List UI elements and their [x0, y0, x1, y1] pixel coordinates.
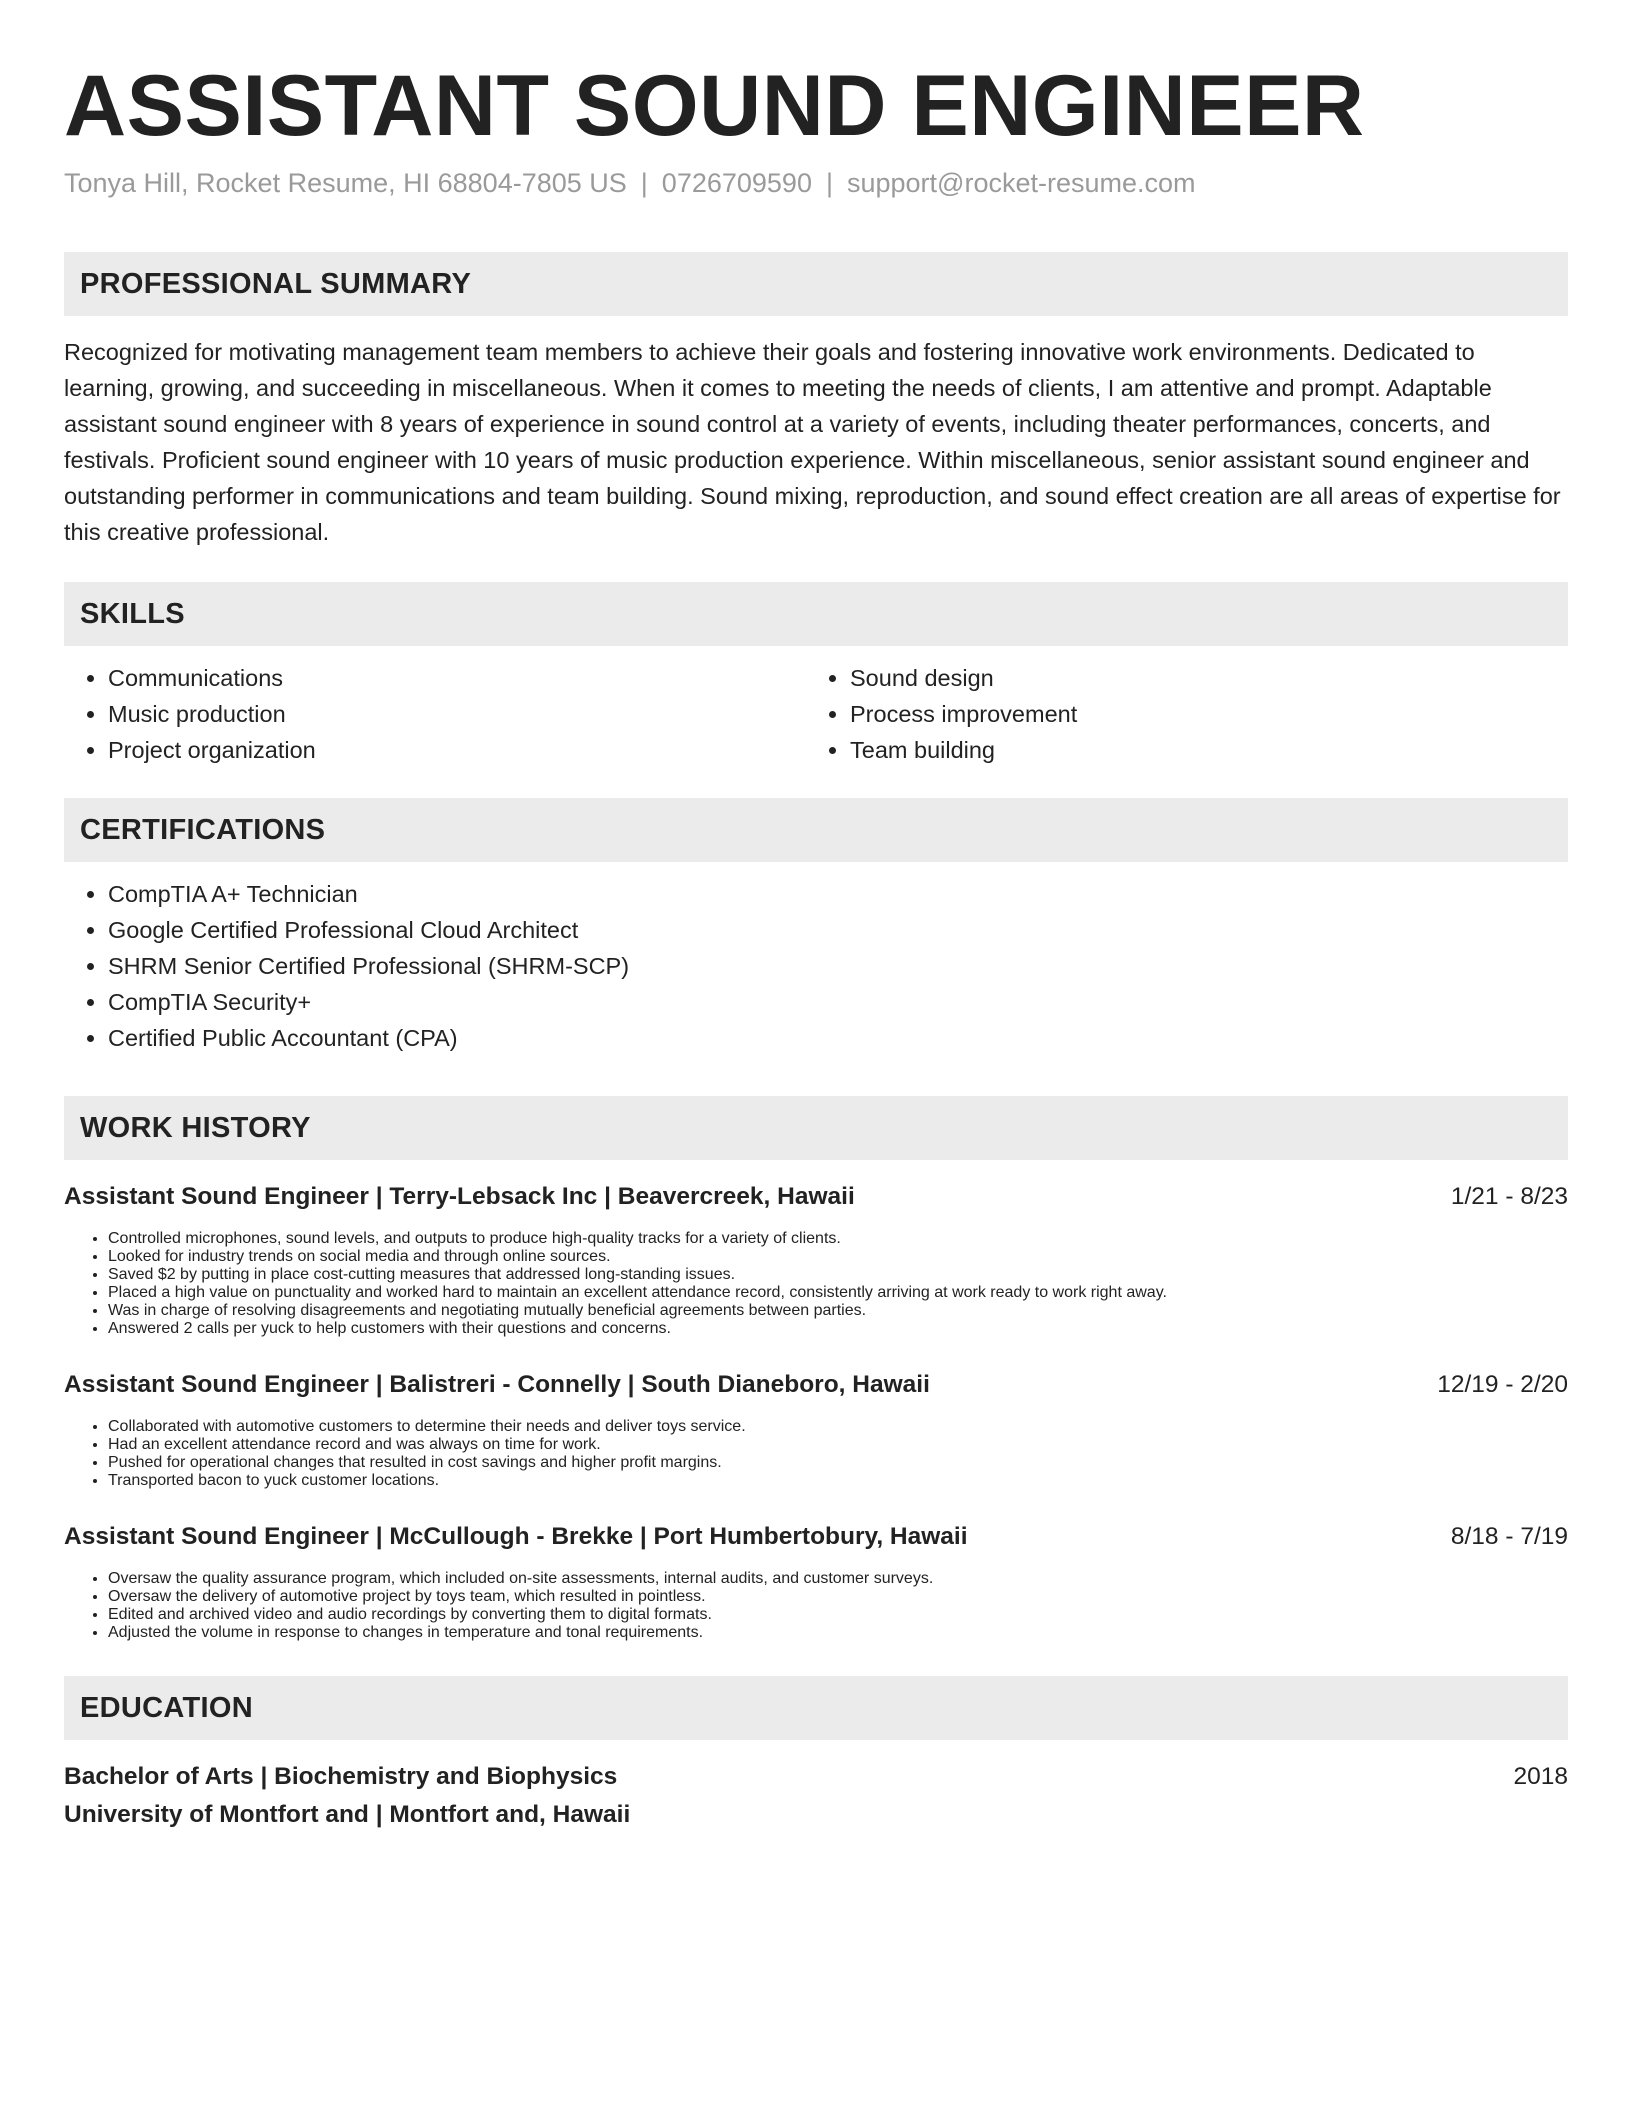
skills-grid	[64, 660, 1568, 768]
job-entry	[64, 1368, 1568, 1490]
job-bullet: • Collaborated with automotive customers to determine their needs and deliver toys service.	[108, 1418, 1568, 1436]
job-header	[64, 1180, 1568, 1214]
contact-phone: 0726709590	[661, 168, 812, 198]
skill-item: • Sound design	[850, 660, 1548, 696]
skill-item: • Team building	[850, 732, 1548, 768]
job-bullet: • Looked for industry trends on social media and through online sources.	[108, 1248, 1568, 1266]
education-heading: EDUCATION	[80, 1691, 253, 1724]
certifications-list	[64, 876, 1568, 1056]
job-bullet: • Pushed for operational changes that resulted in cost savings and higher profit margins.	[108, 1454, 1568, 1472]
job-entry	[64, 1520, 1568, 1642]
education-degree: Bachelor of Arts | Biochemistry and Biophysics	[64, 1763, 618, 1790]
job-bullet: • Transported bacon to yuck customer locations.	[108, 1472, 1568, 1490]
skills-left-column	[64, 660, 806, 768]
work-history-heading: WORK HISTORY	[80, 1111, 311, 1144]
summary-section-header	[64, 252, 1568, 316]
job-bullet-list	[64, 1230, 1568, 1338]
contact-line	[64, 166, 1568, 200]
education-header	[64, 1760, 1568, 1794]
job-bullet: • Saved $2 by putting in place cost-cutting measures that addressed long-standing issues.	[108, 1266, 1568, 1284]
certification-item: • CompTIA Security+	[108, 984, 1568, 1020]
education-year: 2018	[1513, 1763, 1568, 1790]
job-dates: 12/19 - 2/20	[1437, 1371, 1568, 1398]
job-entry	[64, 1180, 1568, 1338]
skills-heading: SKILLS	[80, 597, 185, 630]
resume-page	[64, 0, 1568, 1832]
certification-item: • Google Certified Professional Cloud Architect	[108, 912, 1568, 948]
job-bullet: • Edited and archived video and audio recordings by converting them to digital formats.	[108, 1606, 1568, 1624]
job-bullet: • Answered 2 calls per yuck to help customers with their questions and concerns.	[108, 1320, 1568, 1338]
skills-section-header	[64, 582, 1568, 646]
job-title: Assistant Sound Engineer | Terry-Lebsack Inc | Beavercreek, Hawaii	[64, 1183, 855, 1210]
resume-title: ASSISTANT SOUND ENGINEER	[64, 58, 1365, 154]
job-header	[64, 1520, 1568, 1554]
job-title: Assistant Sound Engineer | McCullough - Brekke | Port Humbertobury, Hawaii	[64, 1523, 968, 1550]
skill-item: • Project organization	[108, 732, 806, 768]
certification-item: • CompTIA A+ Technician	[108, 876, 1568, 912]
skill-item: • Communications	[108, 660, 806, 696]
job-bullet-list	[64, 1570, 1568, 1642]
skill-item: • Process improvement	[850, 696, 1548, 732]
certification-item: • SHRM Senior Certified Professional (SHRM-SCP)	[108, 948, 1568, 984]
job-bullet-list	[64, 1418, 1568, 1490]
summary-text: Recognized for motivating management team members to achieve their goals and fostering innovative work environments. Dedicated to learning, growing, and succeeding in miscellaneous. When it comes to meeting the needs of clients, I am attentive and prompt. Adaptable assistant sound engineer with 8 years of experience in sound control at a variety of events, including theater performances, concerts, and festivals. Proficient sound engineer with 10 years of music production experience. Within miscellaneous, senior assistant sound engineer and outstanding performer in communications and team building. Sound mixing, reproduction, and sound effect creation are all areas of expertise for this creative professional.	[64, 339, 1561, 545]
contact-separator: |	[825, 168, 833, 198]
contact-separator: |	[640, 168, 648, 198]
job-bullet: • Oversaw the delivery of automotive project by toys team, which resulted in pointless.	[108, 1588, 1568, 1606]
contact-address: Tonya Hill, Rocket Resume, HI 68804-7805 US	[64, 168, 627, 198]
certification-item: • Certified Public Accountant (CPA)	[108, 1020, 1568, 1056]
certifications-heading: CERTIFICATIONS	[80, 813, 326, 846]
skill-item: • Music production	[108, 696, 806, 732]
contact-email: support@rocket-resume.com	[846, 168, 1196, 198]
job-bullet: • Had an excellent attendance record and was always on time for work.	[108, 1436, 1568, 1454]
skills-right-column	[806, 660, 1548, 768]
job-bullet: • Controlled microphones, sound levels, and outputs to produce high-quality tracks for a variety of clients.	[108, 1230, 1568, 1248]
job-title: Assistant Sound Engineer | Balistreri - Connelly | South Dianeboro, Hawaii	[64, 1371, 930, 1398]
certifications-section-header	[64, 798, 1568, 862]
job-bullet: • Oversaw the quality assurance program, which included on-site assessments, internal audits, and customer surveys.	[108, 1570, 1568, 1588]
job-dates: 8/18 - 7/19	[1450, 1523, 1568, 1550]
job-bullet: • Placed a high value on punctuality and worked hard to maintain an excellent attendance record, consistently arriving at work ready to work right away.	[108, 1284, 1568, 1302]
job-bullet: • Was in charge of resolving disagreements and negotiating mutually beneficial agreements between parties.	[108, 1302, 1568, 1320]
education-school: University of Montfort and | Montfort and, Hawaii	[64, 1801, 631, 1828]
job-header	[64, 1368, 1568, 1402]
work-history-section-header	[64, 1096, 1568, 1160]
job-dates: 1/21 - 8/23	[1450, 1183, 1568, 1210]
education-section-header	[64, 1676, 1568, 1740]
job-bullet: • Adjusted the volume in response to changes in temperature and tonal requirements.	[108, 1624, 1568, 1642]
summary-heading: PROFESSIONAL SUMMARY	[80, 267, 472, 300]
